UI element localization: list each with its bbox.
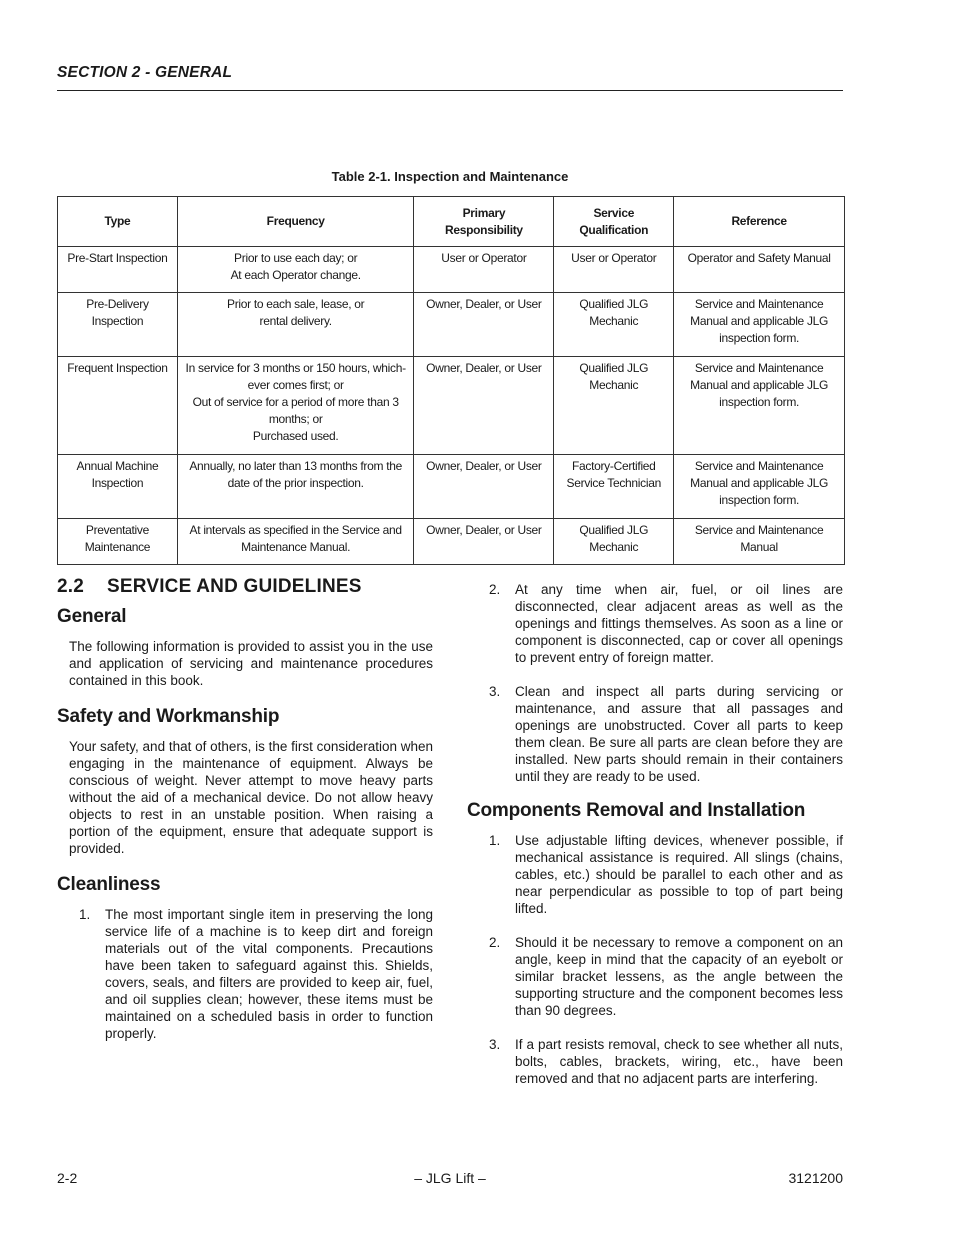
table-row xyxy=(58,519,845,565)
table-cell: Annually, no later than 13 months from the date of the prior inspection. xyxy=(177,455,414,519)
general-heading: General xyxy=(57,606,127,627)
table-cell: In service for 3 months or 150 hours, which- ever comes first; or Out of service for a period of more than 3 months; or Purchased used. xyxy=(177,357,414,455)
page-footer xyxy=(57,1170,843,1188)
list-item-number: 3. xyxy=(489,1037,501,1052)
table-row xyxy=(58,357,845,455)
table-cell: Pre-Start Inspection xyxy=(58,247,178,293)
column-header-reference: Reference xyxy=(674,197,845,247)
section-header-title: SECTION 2 - GENERAL xyxy=(57,64,233,81)
table-row xyxy=(58,247,845,293)
footer-brand: – JLG Lift – xyxy=(414,1170,486,1186)
cleanliness-list-continued xyxy=(467,581,843,785)
list-item-number: 3. xyxy=(489,684,501,699)
list-item-text: At any time when air, fuel, or oil lines are disconnected, clear adjacent areas as well as the openings and fittings themselves. As soon as a line or component is disconnected, cap or cover all openings to prevent entry of foreign matter. xyxy=(515,582,843,665)
table-cell: Owner, Dealer, or User xyxy=(414,455,554,519)
right-column xyxy=(467,581,843,1104)
left-column xyxy=(57,578,433,1059)
table-cell: Factory-Certified Service Technician xyxy=(554,455,674,519)
list-item xyxy=(467,683,843,785)
table-cell: Service and Maintenance Manual and applicable JLG inspection form. xyxy=(674,357,845,455)
components-list xyxy=(467,832,843,1087)
table-header-row xyxy=(58,197,845,247)
table-cell: Frequent Inspection xyxy=(58,357,178,455)
section-header xyxy=(57,64,843,91)
cleanliness-list xyxy=(57,906,433,1042)
table-cell: Owner, Dealer, or User xyxy=(414,519,554,565)
list-item xyxy=(57,906,433,1042)
list-item-number: 1. xyxy=(489,833,501,848)
table-cell: User or Operator xyxy=(414,247,554,293)
table-cell: Service and Maintenance Manual and applicable JLG inspection form. xyxy=(674,455,845,519)
column-header-frequency: Frequency xyxy=(177,197,414,247)
list-item-text: Should it be necessary to remove a component on an angle, keep in mind that the capacity of an eyebolt or similar bracket lessens, as the angle between the supporting structure and the component becomes less than 90 degrees. xyxy=(515,935,843,1018)
list-item-number: 2. xyxy=(489,582,501,597)
list-item-text: The most important single item in preserving the long service life of a machine is to keep dirt and foreign materials out of the vital components. Precautions have been taken to safeguard against this. Shields, covers, seals, and filters are provided to keep air, fuel, and oil supplies clean; however, these items must be maintained on a scheduled basis in order to function properly. xyxy=(105,907,433,1041)
list-item-text: Clean and inspect all parts during servicing or maintenance, and assure that all passages and openings are unobstructed. Cover all parts to keep them clean. Be sure all parts are clean before they are installed. New parts should remain in their containers until they are ready to be used. xyxy=(515,684,843,784)
section-number: 2.2 xyxy=(57,576,85,597)
list-item-number: 1. xyxy=(79,907,91,922)
table-cell: Annual Machine Inspection xyxy=(58,455,178,519)
table-cell: At intervals as specified in the Service and Maintenance Manual. xyxy=(177,519,414,565)
table-row xyxy=(58,293,845,357)
list-item xyxy=(467,1036,843,1087)
section-title: SERVICE AND GUIDELINES xyxy=(107,576,362,597)
table-cell: Prior to use each day; or At each Operator change. xyxy=(177,247,414,293)
general-text: The following information is provided to assist you in the use and application of servicing and maintenance procedures contained in this book. xyxy=(69,639,433,688)
column-header-type: Type xyxy=(58,197,178,247)
table-cell: Preventative Maintenance xyxy=(58,519,178,565)
table-cell: Service and Maintenance Manual and applicable JLG inspection form. xyxy=(674,293,845,357)
table-cell: Owner, Dealer, or User xyxy=(414,293,554,357)
table-cell: Operator and Safety Manual xyxy=(674,247,845,293)
table-cell: Service and Maintenance Manual xyxy=(674,519,845,565)
components-heading: Components Removal and Installation xyxy=(467,800,806,821)
page-number: 2-2 xyxy=(57,1170,78,1186)
table-cell: Prior to each sale, lease, or rental delivery. xyxy=(177,293,414,357)
table-title: Table 2-1. Inspection and Maintenance xyxy=(331,169,569,184)
safety-text: Your safety, and that of others, is the first consideration when engaging in the maintenance of equipment. Always be conscious of weight. Never attempt to move heavy parts without the aid of a mechanical device. Do not allow heavy objects to rest in an unstable position. When raising a portion of the equipment, ensure that adequate support is provided. xyxy=(69,739,433,856)
document-number: 3121200 xyxy=(788,1170,843,1186)
cleanliness-heading: Cleanliness xyxy=(57,874,161,895)
list-item xyxy=(467,832,843,917)
safety-heading: Safety and Workmanship xyxy=(57,706,280,727)
column-header-primary-responsibility: Primary Responsibility xyxy=(414,197,554,247)
table-row xyxy=(58,455,845,519)
list-item-text: If a part resists removal, check to see whether all nuts, bolts, cables, brackets, wiring, etc., have been removed and that no adjacent parts are interfering. xyxy=(515,1037,843,1086)
list-item-text: Use adjustable lifting devices, whenever possible, if mechanical assistance is required. All slings (chains, cables, etc.) should be parallel to each other and as near perpendicular as possible to top of part being lifted. xyxy=(515,833,843,916)
list-item xyxy=(467,934,843,1019)
section-heading xyxy=(57,578,433,595)
table-cell: Qualified JLG Mechanic xyxy=(554,293,674,357)
table-cell: Qualified JLG Mechanic xyxy=(554,357,674,455)
column-header-service-qualification: Service Qualification xyxy=(554,197,674,247)
list-item-number: 2. xyxy=(489,935,501,950)
list-item xyxy=(467,581,843,666)
table-cell: User or Operator xyxy=(554,247,674,293)
table-cell: Qualified JLG Mechanic xyxy=(554,519,674,565)
table-cell: Pre-Delivery Inspection xyxy=(58,293,178,357)
inspection-maintenance-table xyxy=(57,196,845,565)
table-cell: Owner, Dealer, or User xyxy=(414,357,554,455)
